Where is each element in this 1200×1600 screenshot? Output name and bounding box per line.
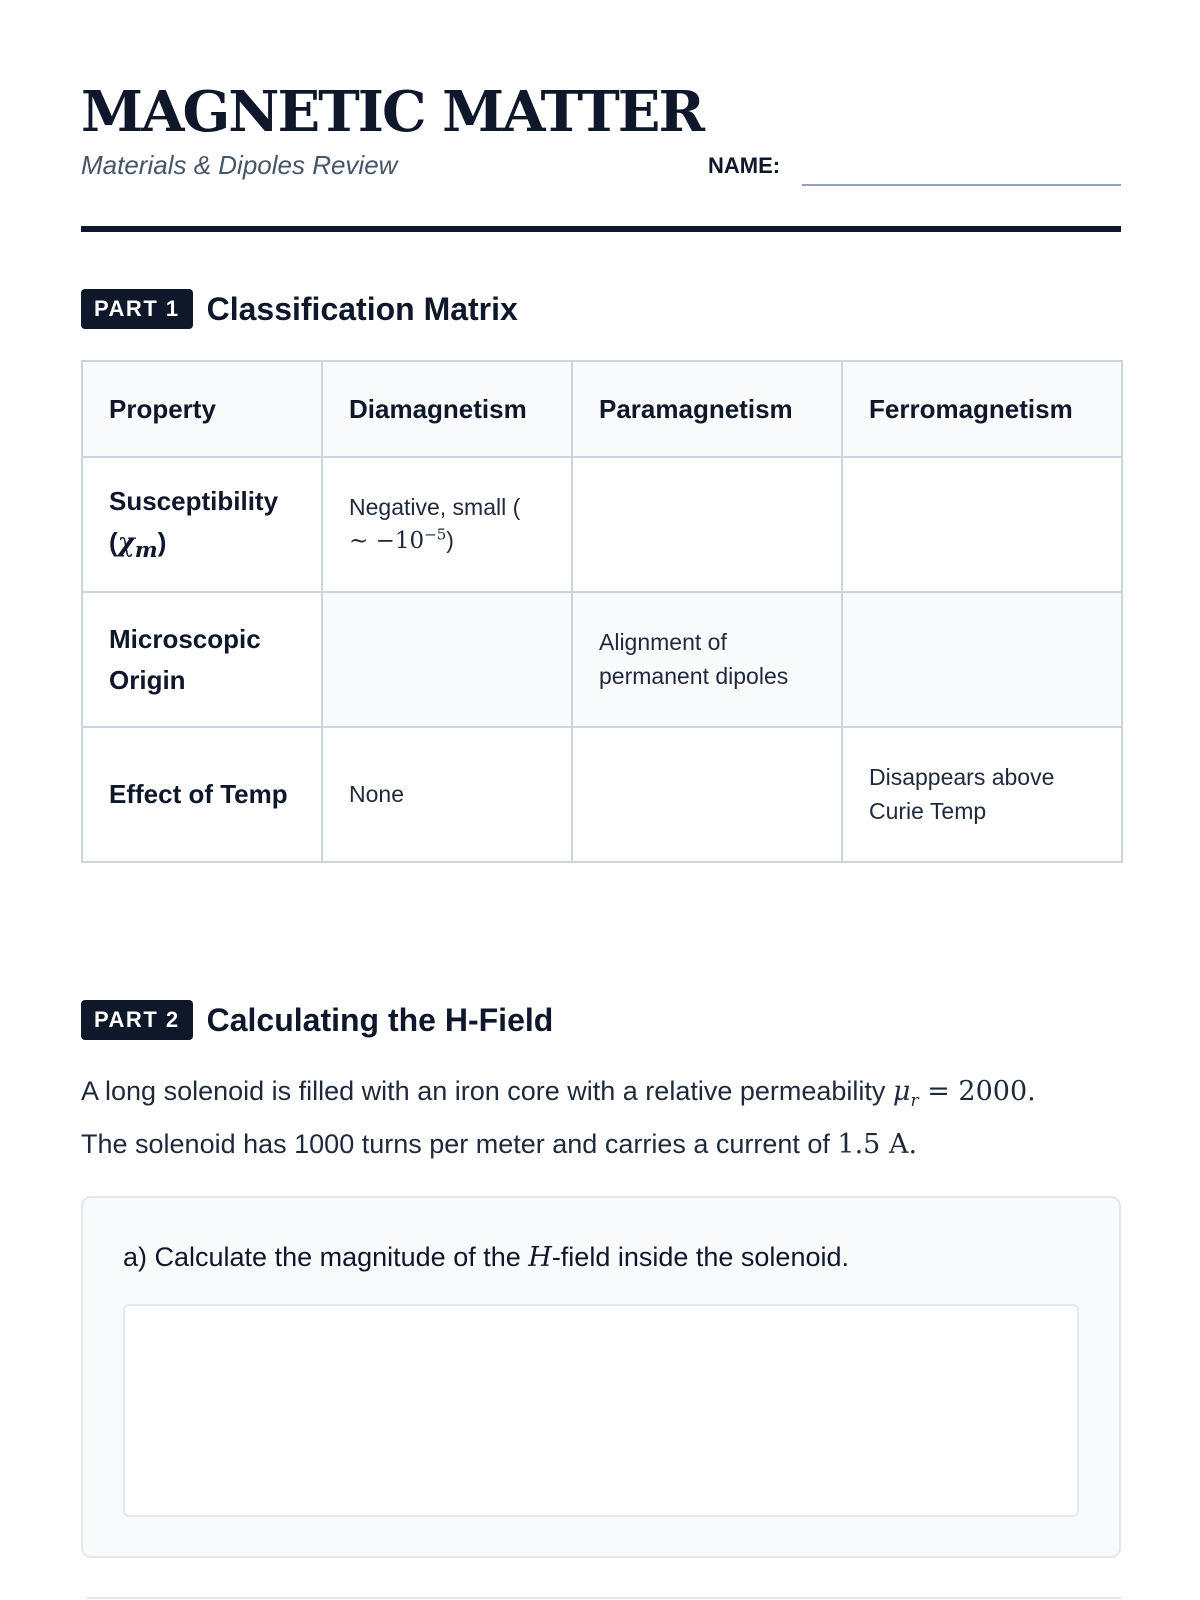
table-row [82,592,1122,727]
part2-badge: PART 2 [81,1000,193,1040]
permeability-math: $\mu_r = 2000$. [892,1076,1036,1112]
question-a-card [81,1196,1121,1558]
name-label: NAME: [708,153,781,178]
cell-temp-diamagnetism: None [322,727,572,862]
row-header-effect-of-temp: Effect of Temp [82,727,322,862]
page-subtitle: Materials & Dipoles Review [81,150,398,180]
current-math: 1.5 A. [837,1129,918,1161]
column-header-property: Property [82,361,322,457]
column-header-paramagnetism: Paramagnetism [572,361,842,457]
part1-heading [81,289,518,329]
susceptibility-value-math: ∼ $-10^{-5}$ [349,525,447,554]
cell-susceptibility-ferromagnetism[interactable] [842,457,1122,592]
part1-badge: PART 1 [81,289,193,329]
question-a-text: a) Calculate the magnitude of the H-field inside the solenoid. [123,1242,849,1273]
row-header-microscopic-origin: Microscopic Origin [82,592,322,727]
name-field[interactable] [802,184,1121,186]
cell-temp-ferromagnetism: Disappears above Curie Temp [842,727,1122,862]
column-header-diamagnetism: Diamagnetism [322,361,572,457]
worksheet-page [81,0,1121,1273]
column-header-ferromagnetism: Ferromagnetism [842,361,1122,457]
cell-origin-diamagnetism[interactable] [322,592,572,727]
problem-statement: A long solenoid is filled with an iron core with a relative permeability $\mu_r = 2000$. The solenoid has 1000 turns per meter and carries a current of 1.5 A. [81,1076,1036,1161]
header-divider [81,226,1121,232]
part2-heading [81,1000,553,1040]
worksheet-header [81,0,1121,230]
part2-title: Calculating the H-Field [206,1002,554,1039]
cell-origin-ferromagnetism[interactable] [842,592,1122,727]
cell-origin-paramagnetism: Alignment of permanent dipoles [572,592,842,727]
table-row [82,457,1122,592]
susceptibility-symbol: $(\chi_m)$ [109,526,167,563]
table-header-row [82,361,1122,457]
table-row [82,727,1122,862]
cell-temp-paramagnetism[interactable] [572,727,842,862]
susceptibility-label: Susceptibility [109,486,279,517]
cell-susceptibility-diamagnetism: Negative, small ( ∼ $-10^{-5}$) [322,457,572,592]
bottom-divider [87,1597,1121,1599]
row-header-susceptibility [82,457,322,592]
answer-a-box[interactable] [123,1304,1079,1517]
page-title: MAGNETIC MATTER [81,79,704,145]
cell-susceptibility-paramagnetism[interactable] [572,457,842,592]
classification-matrix [81,360,1123,863]
part1-title: Classification Matrix [206,291,518,328]
